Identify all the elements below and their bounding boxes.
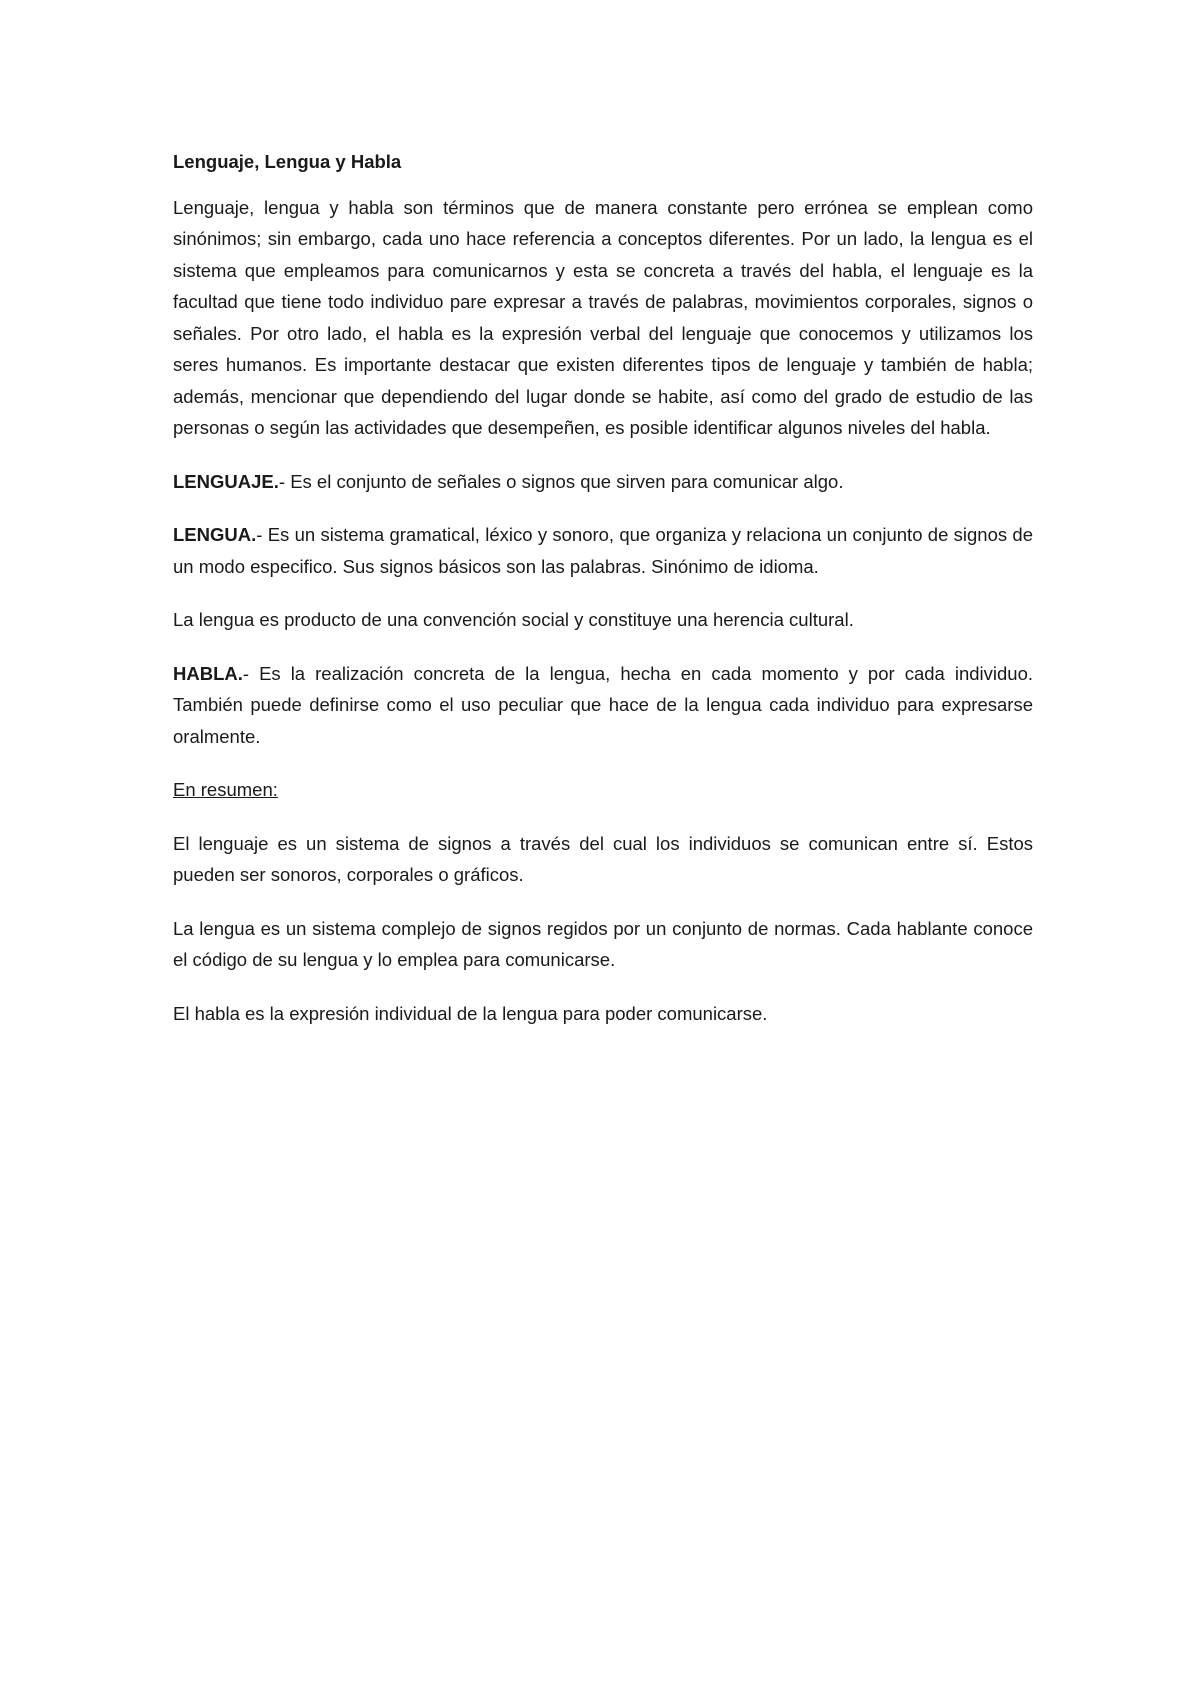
definition-habla (173, 658, 1033, 753)
term-habla: HABLA. (173, 662, 243, 684)
summary-paragraph-lengua: La lengua es un sistema complejo de signos regidos por un conjunto de normas. Cada hablante conoce el código de su lengua y lo emplea para comunicarse. (173, 917, 1033, 970)
summary-paragraph-lenguaje: El lenguaje es un sistema de signos a través del cual los individuos se comunican entre sí. Estos pueden ser sonoros, corporales o gráficos. (173, 832, 1033, 885)
definition-lengua-text: - Es un sistema gramatical, léxico y sonoro, que organiza y relaciona un conjunto de signos de un modo especifico. Sus signos básicos son las palabras. Sinónimo de idioma. (173, 524, 1033, 577)
definition-lenguaje (173, 466, 1033, 498)
definition-lenguaje-text: - Es el conjunto de señales o signos que sirven para comunicar algo. (278, 470, 844, 492)
definition-habla-text: - Es la realización concreta de la lengua, hecha en cada momento y por cada individuo. También puede definirse como el uso peculiar que hace de la lengua cada individuo para expresarse oralmente. (173, 662, 1033, 747)
summary-heading: En resumen: (173, 779, 278, 800)
definition-lengua (173, 519, 1033, 582)
summary-paragraph-habla: El habla es la expresión individual de la lengua para poder comunicarse. (173, 1002, 768, 1024)
term-lenguaje: LENGUAJE. (173, 470, 279, 492)
term-lengua: LENGUA. (173, 524, 257, 545)
lengua-note: La lengua es producto de una convención social y constituye una herencia cultural. (173, 609, 854, 630)
document-title: Lenguaje, Lengua y Habla (173, 151, 402, 172)
document-body (173, 146, 1033, 1051)
intro-paragraph: Lenguaje, lengua y habla son términos que de manera constante pero errónea se emplean como sinónimos; sin embargo, cada uno hace referencia a conceptos diferentes. Por un lado, la lengua es el sistema que empleamos para comunicarnos y esta se concreta a través del habla, el lenguaje es la facultad que tiene todo individuo pare expresar a través de palabras, movimientos corporales, signos o señales. Por otro lado, el habla es la expresión verbal del lenguaje que conocemos y utilizamos los seres humanos. Es importante destacar que existen diferentes tipos de lenguaje y también de habla; además, mencionar que dependiendo del lugar donde se habite, así como del grado de estudio de las personas o según las actividades que desempeñen, es posible identificar algunos niveles del habla. (173, 196, 1033, 438)
